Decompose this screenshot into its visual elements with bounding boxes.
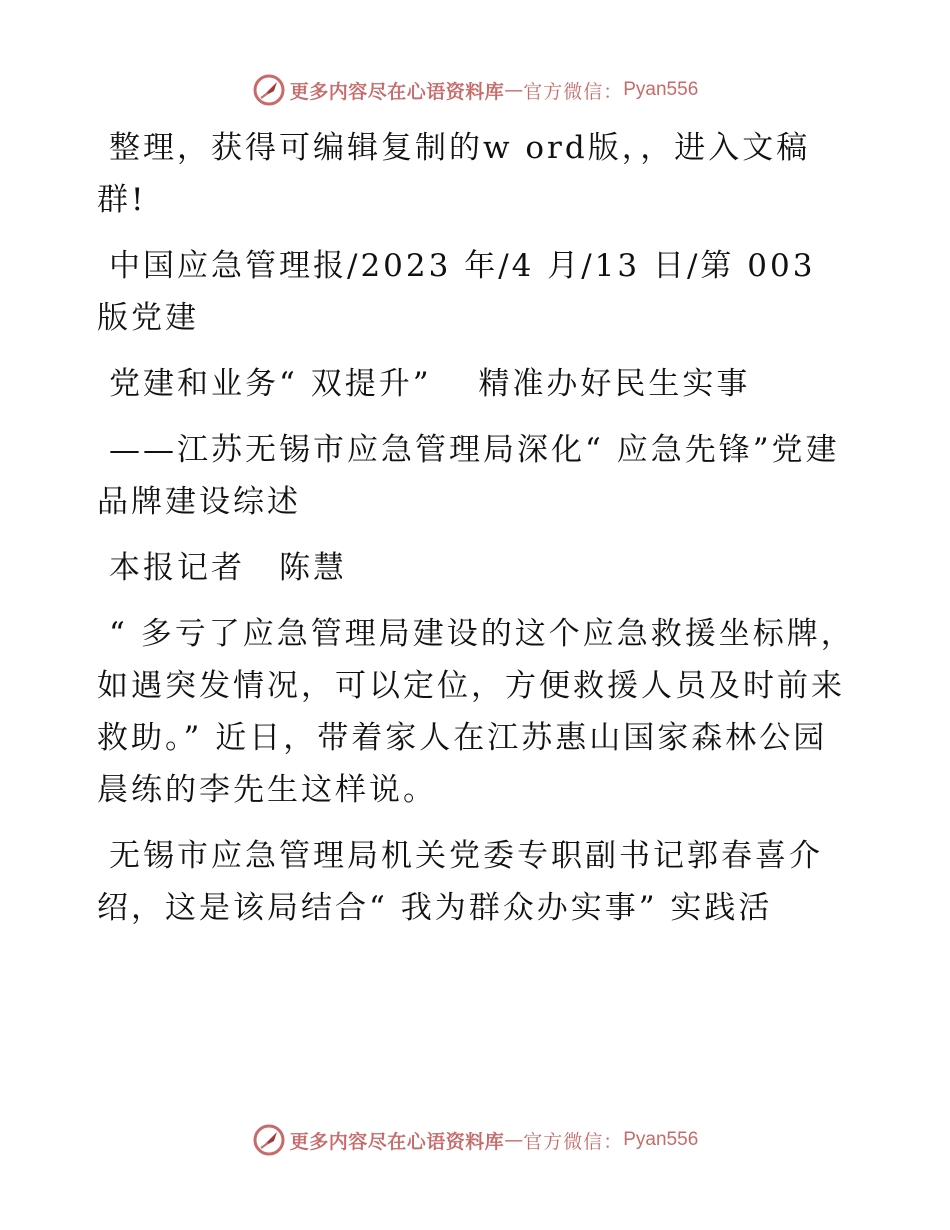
header-banner (0, 70, 950, 110)
intro-paragraph: 整理，获得可编辑复制的w ord版，，进入文稿群! (97, 130, 811, 218)
byline: 本报记者 陈慧 (109, 550, 347, 586)
body-paragraph: “ 多亏了应急管理局建设的这个应急救援坐标牌，如遇突发情况，可以定位，方便救援人员及时前来救助。” 近日，带着家人在江苏惠山国家森林公园晨练的李先生这样说。 (97, 616, 855, 808)
banner-wechat-label: 官方微信： (523, 80, 624, 103)
source-line: 中国应急管理报/2023 年/4 月/13 日/第 003 版党建 (97, 248, 816, 336)
banner-title: 更多内容尽在心语资料库 (289, 80, 505, 103)
quill-logo-icon (252, 73, 286, 107)
article-subtitle: ——江苏无锡市应急管理局深化“ 应急先锋”党建品牌建设综述 (97, 432, 840, 520)
banner-wechat-label: 官方微信： (523, 1130, 624, 1153)
quill-logo-icon (252, 1123, 286, 1157)
article-title: 党建和业务“ 双提升” 精准办好民生实事 (109, 366, 751, 402)
footer-banner (0, 1120, 950, 1160)
banner-wechat-id: Pyan556 (623, 79, 699, 100)
banner-title: 更多内容尽在心语资料库 (289, 1130, 505, 1153)
document-body (97, 122, 857, 948)
body-paragraph: 无锡市应急管理局机关党委专职副书记郭春喜介绍，这是该局结合“ 我为群众办实事” 实践活 (97, 838, 823, 926)
banner-separator: — (504, 79, 524, 101)
banner-wechat-id: Pyan556 (623, 1129, 699, 1150)
banner-separator: — (504, 1129, 524, 1151)
